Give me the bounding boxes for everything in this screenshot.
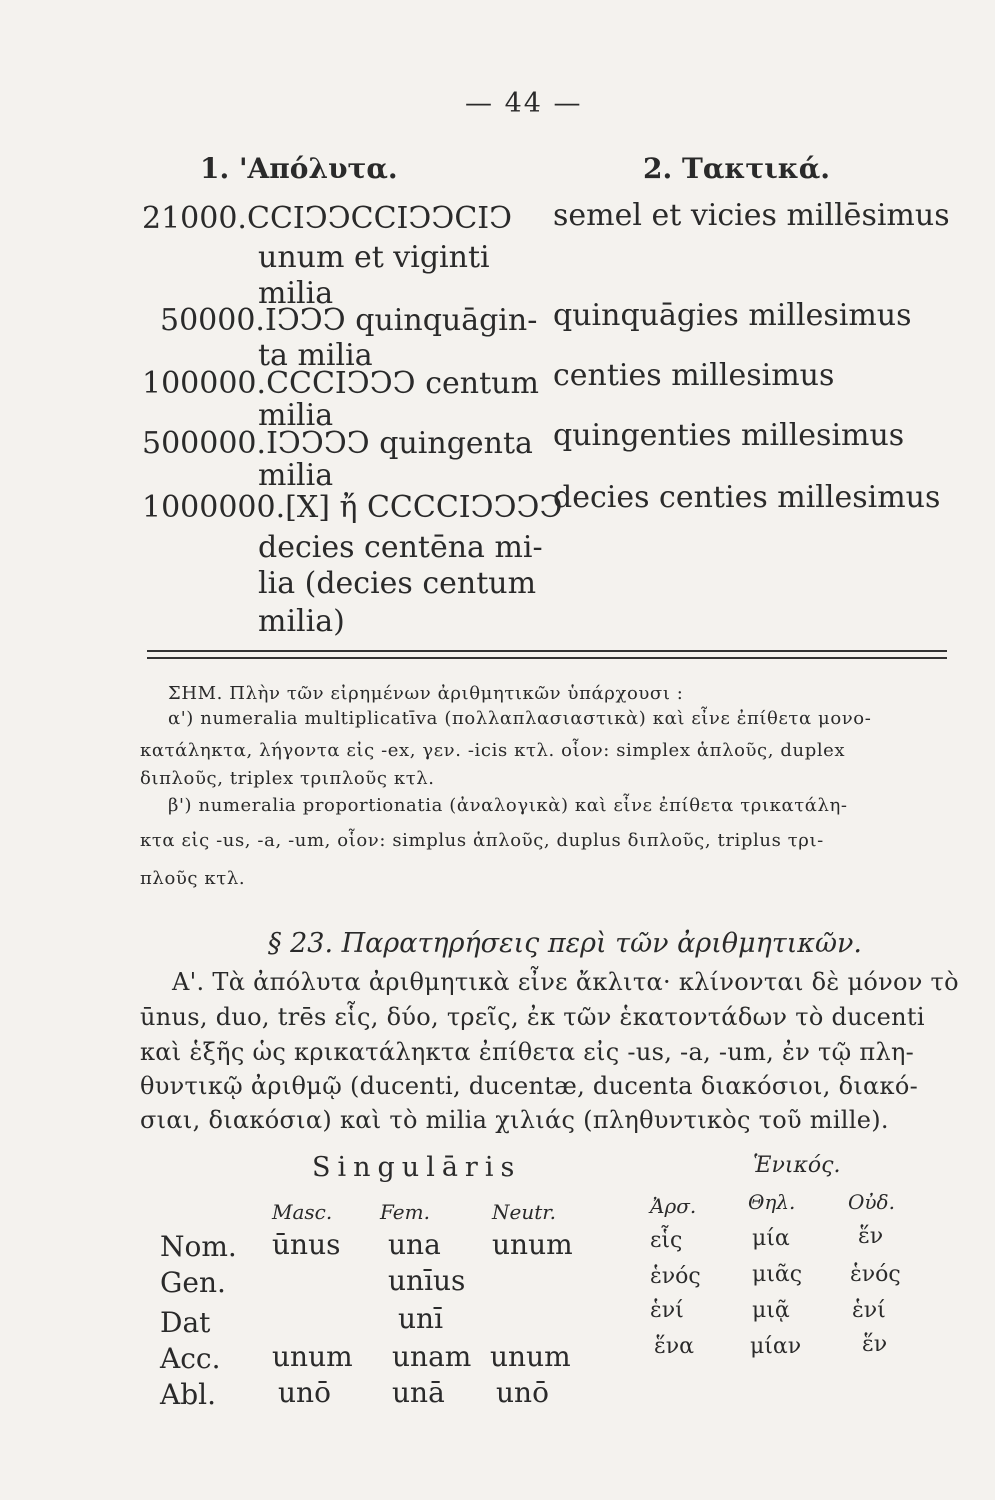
- numeral-latin: quingenta: [379, 426, 533, 461]
- cell-greek-masc: εἷς: [650, 1228, 683, 1253]
- cell-greek-neut: ἕν: [858, 1224, 884, 1249]
- note-line: πλοῦς κτλ.: [140, 868, 246, 889]
- cell-greek-fem: μία: [752, 1226, 790, 1251]
- numeral-roman: [X] ἤ CCCCIↃↃↃↃ: [285, 490, 563, 525]
- numeral-ordinal: semel et vicies millēsimus: [553, 198, 950, 233]
- cell-fem: unam: [392, 1340, 472, 1373]
- numeral-latin-continuation: ta milia: [258, 338, 373, 373]
- numeral-latin-continuation: milia: [258, 458, 334, 493]
- header-greek-masc: Ἀρσ.: [650, 1194, 697, 1218]
- cell-greek-fem: μιᾷ: [752, 1298, 790, 1323]
- numeral-ordinal: decies centies millesimus: [553, 480, 941, 515]
- note-line: διπλοῦς, triplex τριπλοῦς κτλ.: [140, 768, 435, 789]
- cell-masc: ūnus: [272, 1228, 341, 1261]
- numeral-value: 1000000.: [142, 490, 286, 525]
- header-fem: Fem.: [380, 1200, 430, 1224]
- cell-greek-fem: μιᾶς: [752, 1262, 803, 1287]
- numeral-value: 100000.: [142, 366, 267, 401]
- cell-greek-masc: ἑνί: [650, 1298, 684, 1323]
- case-label: Gen.: [160, 1266, 226, 1299]
- numeral-latin-continuation: decies centēna mi-: [258, 530, 543, 565]
- note-line: β') numeralia proportionatia (ἀναλογικὰ) καὶ εἶνε ἐπίθετα τρικατάλη-: [168, 795, 848, 816]
- note-line: κατάληκτα, λήγοντα εἰς -ex, γεν. -icis κτλ. οἷον: simplex ἁπλοῦς, duplex: [140, 740, 846, 761]
- numeral-latin-continuation: lia (decies centum: [258, 566, 537, 601]
- cell-fem: unīus: [388, 1264, 466, 1297]
- note-line: α') numeralia multiplicatīva (πολλαπλασιαστικὰ) καὶ εἶνε ἐπίθετα μονο-: [168, 708, 872, 729]
- page-number: — 44 —: [465, 88, 583, 119]
- cell-neut: unum: [490, 1340, 571, 1373]
- paragraph-line: θυντικῷ ἀριθμῷ (ducenti, ducentæ, ducenta διακόσιοι, διακό-: [140, 1072, 918, 1100]
- paragraph-line: ūnus, duo, trēs εἷς, δύο, τρεῖς, ἐκ τῶν ἑκατοντάδων τὸ ducenti: [140, 1003, 925, 1031]
- numeral-latin-continuation: unum et viginti: [258, 240, 490, 275]
- note-line: ΣΗΜ. Πλὴν τῶν εἰρημένων ἀριθμητικῶν ὑπάρχουσι :: [168, 683, 684, 704]
- header-greek-neut: Οὐδ.: [848, 1190, 895, 1214]
- case-label: Nom.: [160, 1230, 237, 1263]
- latin-table-title: Singulāris: [312, 1152, 522, 1183]
- numeral-row: [142, 203, 512, 235]
- cell-fem: unī: [398, 1302, 444, 1335]
- divider-rule: [147, 657, 947, 659]
- cell-masc: unō: [278, 1376, 331, 1409]
- numeral-value: 50000.: [160, 303, 265, 338]
- cell-greek-masc: ἑνός: [650, 1264, 701, 1289]
- header-greek-fem: Θηλ.: [748, 1190, 796, 1214]
- numeral-roman: CCCIↃↃↃ: [266, 366, 416, 401]
- cell-greek-neut: ἑνί: [852, 1298, 886, 1323]
- numeral-roman: CCIↃↃCCIↃↃCIↃ: [246, 201, 513, 236]
- paragraph-line: Α'. Τὰ ἀπόλυτα ἀριθμητικὰ εἶνε ἄκλιτα· κλίνονται δὲ μόνον τὸ: [172, 968, 959, 996]
- numeral-latin: quinquāgin-: [355, 303, 538, 338]
- left-column-heading: 1. 'Απόλυτα.: [200, 152, 398, 185]
- cell-fem: una: [388, 1228, 441, 1261]
- numeral-value: 500000.: [142, 426, 267, 461]
- cell-neut: unō: [496, 1376, 549, 1409]
- numeral-ordinal: centies millesimus: [553, 358, 835, 393]
- numeral-ordinal: quinquāgies millesimus: [553, 298, 912, 333]
- numeral-value: 21000.: [142, 201, 247, 236]
- numeral-row: [142, 492, 562, 524]
- numeral-ordinal: quingenties millesimus: [553, 418, 905, 453]
- cell-masc: unum: [272, 1340, 353, 1373]
- numeral-row: [142, 368, 539, 400]
- cell-greek-neut: ἕν: [862, 1332, 888, 1357]
- cell-greek-masc: ἕνα: [654, 1334, 695, 1359]
- greek-table-title: Ἑνικός.: [753, 1153, 841, 1178]
- note-line: κτα εἰς -us, -a, -um, οἷον: simplus ἁπλοῦς, duplus διπλοῦς, triplus τρι-: [140, 830, 824, 851]
- case-label: Dat: [160, 1306, 211, 1339]
- header-neutr: Neutr.: [492, 1200, 556, 1224]
- case-label: Abl.: [160, 1378, 216, 1411]
- paragraph-line: σιαι, διακόσια) καὶ τὸ milia χιλιάς (πληθυντικὸς τοῦ mille).: [140, 1106, 889, 1134]
- numeral-row: [160, 305, 537, 337]
- case-label: Acc.: [160, 1342, 221, 1375]
- numeral-latin: centum: [425, 366, 539, 401]
- right-column-heading: 2. Τακτικά.: [643, 152, 831, 185]
- numeral-roman: IↃↃↃ: [264, 303, 346, 338]
- divider-rule: [147, 650, 947, 652]
- paragraph-line: καὶ ἑξῆς ὡς κρικατάληκτα ἐπίθετα εἰς -us, -a, -um, ἐν τῷ πλη-: [140, 1038, 915, 1066]
- numeral-row: [142, 428, 533, 460]
- header-masc: Masc.: [272, 1200, 333, 1224]
- cell-fem: unā: [392, 1376, 445, 1409]
- section-title: § 23. Παρατηρήσεις περὶ τῶν ἀριθμητικῶν.: [268, 928, 862, 959]
- numeral-roman: IↃↃↃↃ: [266, 426, 370, 461]
- cell-greek-neut: ἑνός: [850, 1262, 901, 1287]
- cell-neut: unum: [492, 1228, 573, 1261]
- numeral-latin-continuation: milia: [258, 276, 334, 311]
- cell-greek-fem: μίαν: [750, 1334, 802, 1359]
- numeral-latin-continuation: milia): [258, 604, 345, 639]
- numeral-latin-continuation: milia: [258, 398, 334, 433]
